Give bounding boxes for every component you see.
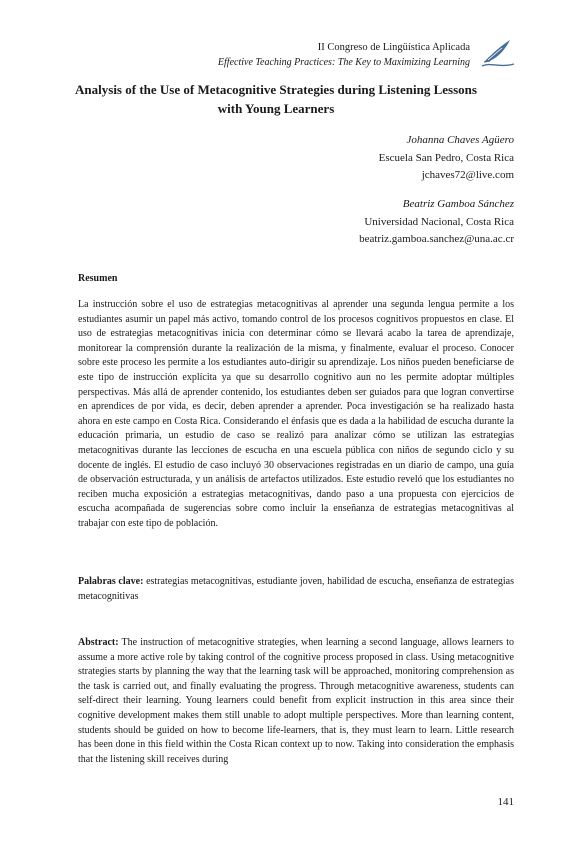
- conference-theme: Effective Teaching Practices: The Key to Maximizing Learning: [217, 57, 470, 68]
- conference-header: [218, 40, 470, 70]
- paper-title: [40, 80, 512, 118]
- quill-logo-icon: [480, 36, 516, 70]
- abstract-paragraph: [78, 636, 514, 767]
- author-email: beatriz.gamboa.sanchez@una.ac.cr: [359, 233, 514, 245]
- author-block-1: [379, 132, 514, 185]
- keywords-text: estrategias metacognitivas, estudiante joven, habilidad de escucha, enseñanza de estrategias metacognitivas: [78, 576, 514, 602]
- author-name: Johanna Chaves Agüero: [406, 134, 514, 146]
- keywords-paragraph: [78, 575, 514, 604]
- title-line-2: with Young Learners: [217, 101, 335, 116]
- author-affiliation: Universidad Nacional, Costa Rica: [364, 215, 514, 228]
- keywords-label: Palabras clave:: [78, 576, 144, 587]
- author-block-2: [359, 196, 514, 249]
- author-affiliation: Escuela San Pedro, Costa Rica: [378, 151, 514, 164]
- abstract-text: The instruction of metacognitive strategies, when learning a second language, allows learners to assume a more active role by taking control of the cognitive process proposed in class. Using metacognitive strategies starts by planning the way that the learning task will be approached, monitoring comprehension as the task is carried out, and finally evaluating the progress. Through metacognitive awareness, students can self-direct their learning. Young learners could benefit from explicit instruction in this area since their cognitive development makes them still unable to adopt multiple perspectives. More than learning content, students should be guided on how to become life-learners, that is, they must learn to learn. Little research has been done in this field within the Costa Rican context up to now. Taking into consideration the emphasis that the listening skill receives during: [78, 637, 514, 765]
- abstract-label: Abstract:: [78, 637, 119, 648]
- author-email: jchaves72@live.com: [421, 169, 514, 181]
- conference-name: II Congreso de Lingüística Aplicada: [317, 42, 470, 53]
- resumen-heading: Resumen: [78, 273, 118, 284]
- author-name: Beatriz Gamboa Sánchez: [402, 198, 514, 210]
- resumen-paragraph: La instrucción sobre el uso de estrategias metacognitivas al aprender una segunda lengua permite a los estudiantes asumir un papel más activo, tomando control de los procesos cognitivos propuestos en clase. El uso de estrategias metacognitivas inicia con determinar cómo se llevará acabo la tarea de aprendizaje, monitorear la comprensión durante la realización de la misma, y finalmente, evaluar el proceso. Conocer sobre este proceso les permite a los estudiantes auto-dirigir su aprendizaje. Los niños pueden beneficiarse de este tipo de instrucción explícita ya que su desarrollo cognitivo aun no les permite adoptar múltiples perspectivas. Más allá de aprender contenido, los estudiantes deben ser guiados para que logran convertirse en aprendices de por vida, es decir, deben aprender a aprender. Poca investigación se ha realizado hasta ahora en este campo en Costa Rica. Considerando el énfasis que es dada a la habilidad de escucha durante la educación primaria, un estudio de caso se realizó para analizar cómo se utilizan las estrategias metacognitivas durante las lecciones de escucha en una escuela pública con niños de segundo ciclo y su docente de inglés. El estudio de caso incluyó 30 observaciones registradas en un diario de campo, una guía de observación estructurada, y un análisis de artefactos utilizados. Este estudio reveló que los estudiantes no reciben mucha exposición a estrategias metacognitivas, dando paso a una propuesta con ejercicios de escucha acompañada de sugerencias sobre como incluir la enseñanza de estrategias metacognitivas al trabajar con este tipo de población.: [78, 299, 514, 529]
- page-number: 141: [497, 796, 514, 808]
- title-line-1: Analysis of the Use of Metacognitive Strategies during Listening Lessons: [75, 82, 477, 97]
